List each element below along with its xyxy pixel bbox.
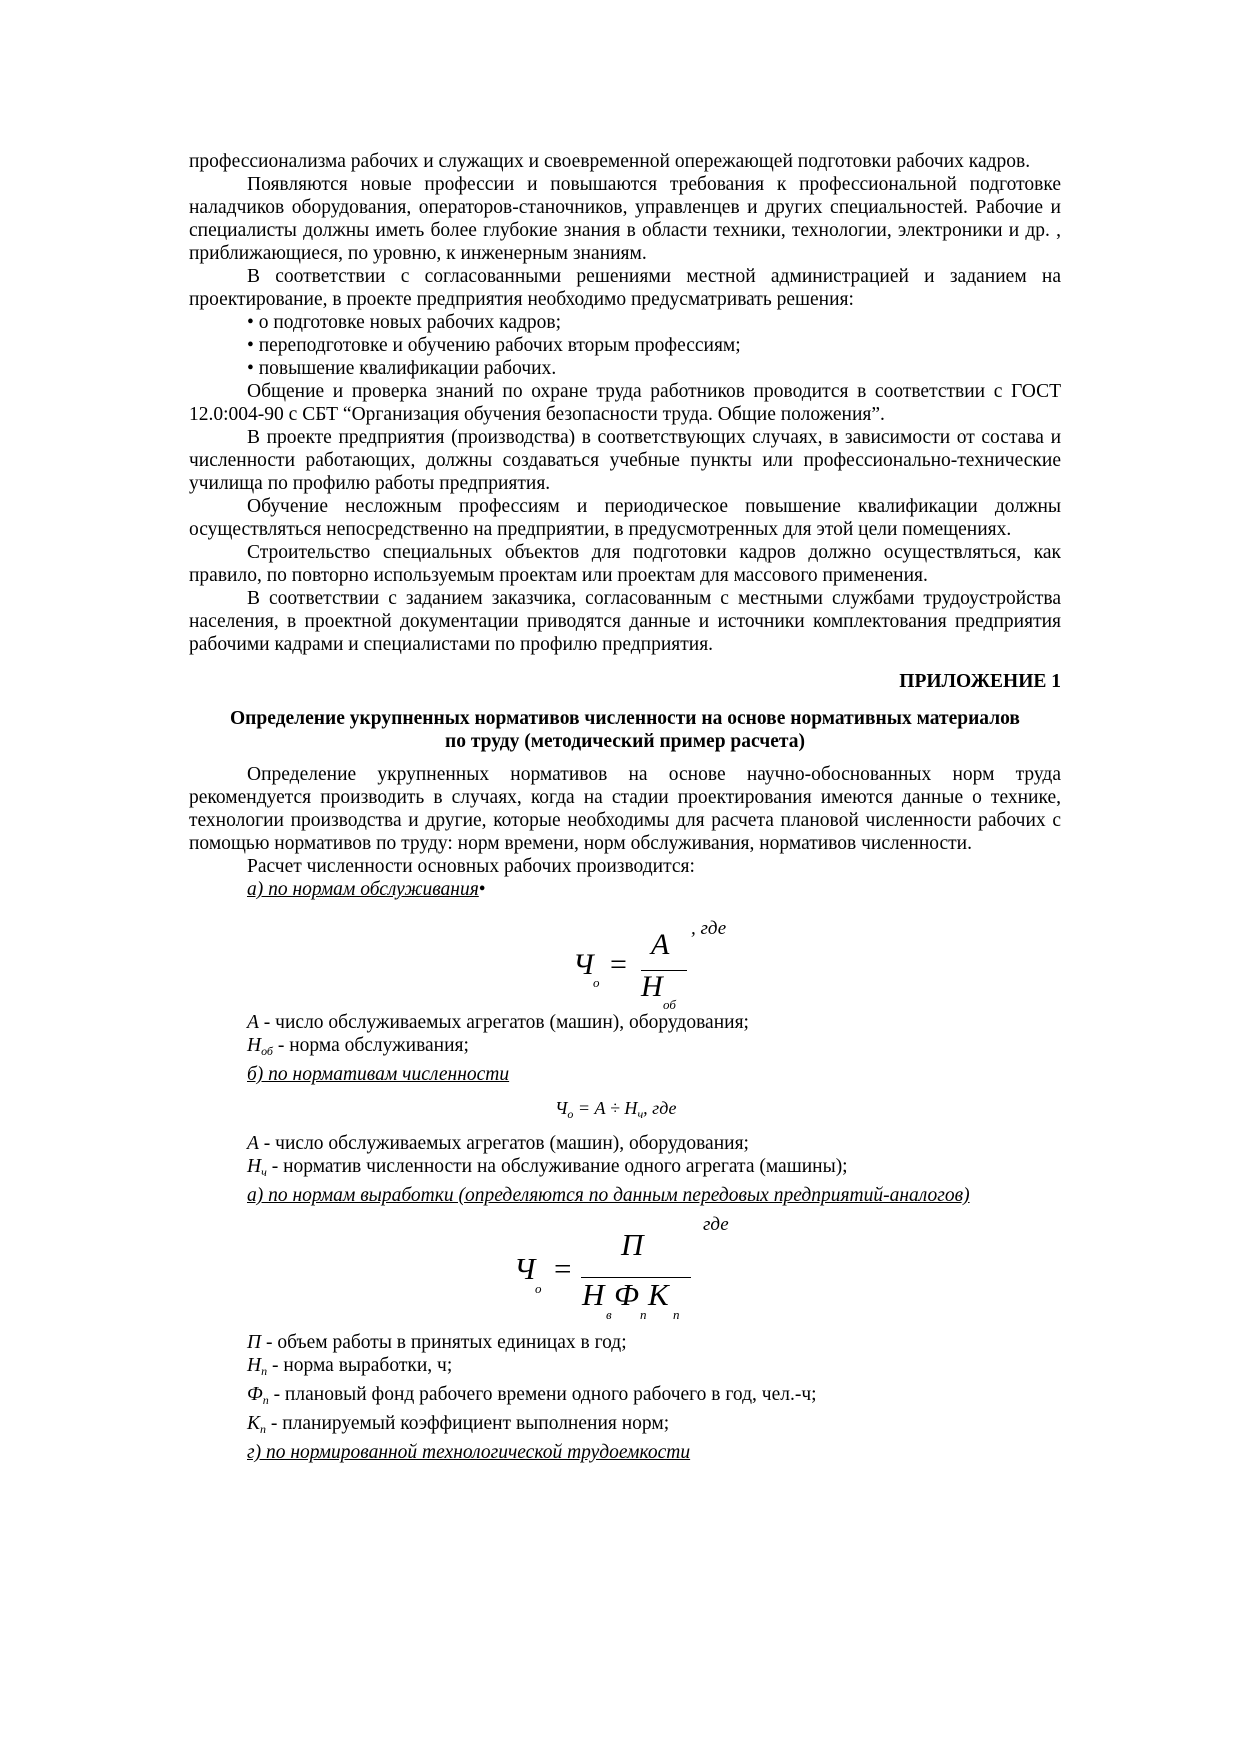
bullet-item: • повышение квалификации рабочих. [247, 358, 557, 379]
definition-symbol: К [247, 1413, 260, 1434]
formula-3-den-3-sub: п [673, 1307, 680, 1322]
formula-3-den-2: Ф [614, 1277, 639, 1312]
definition-text: - объем работы в принятых единицах в год; [265, 1332, 627, 1353]
formula-3-den-1-sub: в [606, 1307, 612, 1322]
definition-symbol: А [247, 1012, 259, 1033]
formula-1-numerator: А [651, 928, 670, 961]
formula-2-where: , где [643, 1098, 677, 1118]
formula-3-where: где [703, 1214, 729, 1235]
definition-c4 [189, 1412, 1061, 1441]
formula-3-equals: = [554, 1251, 572, 1286]
heading-line-1: Определение укрупненных нормативов численности на основе нормативных материалов [230, 708, 1020, 729]
definition-text: - норма обслуживания; [277, 1035, 469, 1056]
definition-symbol-sub: п [262, 1393, 269, 1407]
formula-3-lhs-sub: о [535, 1281, 542, 1296]
heading-line-2: по труду (методический пример расчета) [445, 731, 805, 752]
definition-c1 [189, 1331, 1061, 1354]
formula-1-lhs: Ч [573, 948, 594, 981]
definition-text: - плановый фонд рабочего времени одного рабочего в год, чел.-ч; [273, 1384, 817, 1405]
definition-symbol-sub: ч [261, 1165, 267, 1179]
definition-text: - норма выработки, ч; [271, 1355, 453, 1376]
formula-2-body: = А ÷ Н [573, 1098, 638, 1118]
section-heading [189, 707, 1061, 753]
item-c-heading [189, 1184, 1061, 1207]
document-page [189, 150, 1061, 1464]
paragraph-6: Обучение несложным профессиям и периодическое повышение квалификации должны осуществляться непосредственно на предприятии, в предусмотренных для этой цели помещениях. [189, 496, 1061, 540]
formula-2-lhs-sub: о [567, 1107, 574, 1121]
formula-service-norms [189, 901, 1061, 1011]
formula-3-lhs: Ч [514, 1251, 536, 1286]
definition-symbol-sub: об [261, 1044, 273, 1058]
formula-headcount-norms [189, 1086, 1061, 1132]
paragraph-4: Общение и проверка знаний по охране труда работников проводится в соответствии с ГОСТ 12.0:004-90 с СБТ “Организация обучения безопасности труда. Общие положения”. [189, 381, 1061, 425]
definition-symbol: Н [247, 1355, 262, 1376]
formula-1-den-sub: об [663, 997, 676, 1012]
definition-text: - число обслуживаемых агрегатов (машин), оборудования; [263, 1133, 749, 1154]
definition-symbol: А [247, 1133, 259, 1154]
item-b-heading [189, 1063, 1061, 1086]
item-a-heading [189, 878, 1061, 901]
definition-symbol: П [247, 1332, 262, 1353]
definition-symbol-sub: п [261, 1364, 268, 1378]
formula-3-den-3: К [648, 1277, 669, 1312]
paragraph-8: В соответствии с заданием заказчика, согласованным с местными службами трудоустройства населения, в проектной документации приводятся данные и источники комплектования предприятия рабочими кадрами и специалистами по профилю предприятия. [189, 588, 1061, 655]
paragraph-10: Расчет численности основных рабочих производится: [247, 856, 695, 877]
appendix-label: ПРИЛОЖЕНИЕ 1 [899, 671, 1061, 692]
formula-2-lhs: Ч [555, 1098, 568, 1118]
item-d-heading [189, 1441, 1061, 1464]
paragraph-3: В соответствии с согласованными решениями местной администрацией и заданием на проектирование, в проекте предприятия необходимо предусматривать решения: [189, 266, 1061, 310]
definition-text: - число обслуживаемых агрегатов (машин), оборудования; [263, 1012, 749, 1033]
formula-3-numerator: П [621, 1227, 644, 1262]
definition-symbol: Н [247, 1035, 262, 1056]
paragraph-5: В проекте предприятия (производства) в соответствующих случаях, в зависимости от состава и численности работающих, должны создаваться учебные пункты или профессионально-технические училища по профилю работы предприятия. [189, 427, 1061, 494]
item-b-text: б) по нормативам численности [247, 1064, 510, 1085]
definition-text: - норматив численности на обслуживание одного агрегата (машины); [271, 1156, 848, 1177]
bullet-item: • о подготовке новых рабочих кадров; [247, 312, 562, 333]
definition-symbol: Ф [247, 1384, 263, 1405]
formula-1-denominator: Н [641, 970, 663, 1003]
item-c-text: а) по нормам выработки (определяются по данным передовых предприятий-аналогов) [247, 1185, 970, 1206]
bullet-item: • переподготовке и обучению рабочих вторым профессиям; [247, 335, 741, 356]
definition-a1 [189, 1011, 1061, 1034]
formula-3-den-2-sub: п [640, 1307, 647, 1322]
paragraph-2: Появляются новые профессии и повышаются требования к профессиональной подготовке наладчиков оборудования, операторов-станочников, управленцев и других специальностей. Рабочие и специалисты должны иметь более глубокие знания в области техники, технологии, электроники и др. , приближающиеся, по уровню, к инженерным знаниям. [189, 174, 1061, 264]
formula-2-body-sub: ч [637, 1107, 644, 1121]
definition-symbol: Н [247, 1156, 262, 1177]
paragraph-7: Строительство специальных объектов для подготовки кадров должно осуществляться, как правило, по повторно используемым проектам или проектам для массового применения. [189, 542, 1061, 586]
item-d-text: г) по нормированной технологической трудоемкости [247, 1442, 691, 1463]
definition-a2 [189, 1034, 1061, 1063]
formula-1-where: , где [691, 918, 727, 939]
definition-text: - планируемый коэффициент выполнения норм; [270, 1413, 670, 1434]
definition-b1 [189, 1132, 1061, 1155]
definition-c2 [189, 1354, 1061, 1383]
formula-2 [555, 1097, 677, 1126]
item-a-text: а) по нормам обслуживания [247, 879, 479, 900]
definition-symbol-sub: п [259, 1422, 266, 1436]
paragraph-1: профессионализма рабочих и служащих и своевременной опережающей подготовки рабочих кадров. [189, 151, 1031, 172]
formula-output-norms [189, 1207, 1061, 1331]
definition-c3 [189, 1383, 1061, 1412]
formula-1-equals: = [610, 948, 627, 981]
item-a-mark: • [478, 879, 486, 900]
formula-3-den-1: Н [582, 1277, 605, 1312]
paragraph-9: Определение укрупненных нормативов на основе научно-обоснованных норм труда рекомендуется производить в случаях, когда на стадии проектирования имеются данные о технике, технологии производства и другие, которые необходимы для расчета плановой численности рабочих с помощью нормативов по труду: норм времени, норм обслуживания, нормативов численности. [189, 764, 1061, 854]
definition-b2 [189, 1155, 1061, 1184]
formula-1-lhs-sub: о [593, 975, 600, 990]
